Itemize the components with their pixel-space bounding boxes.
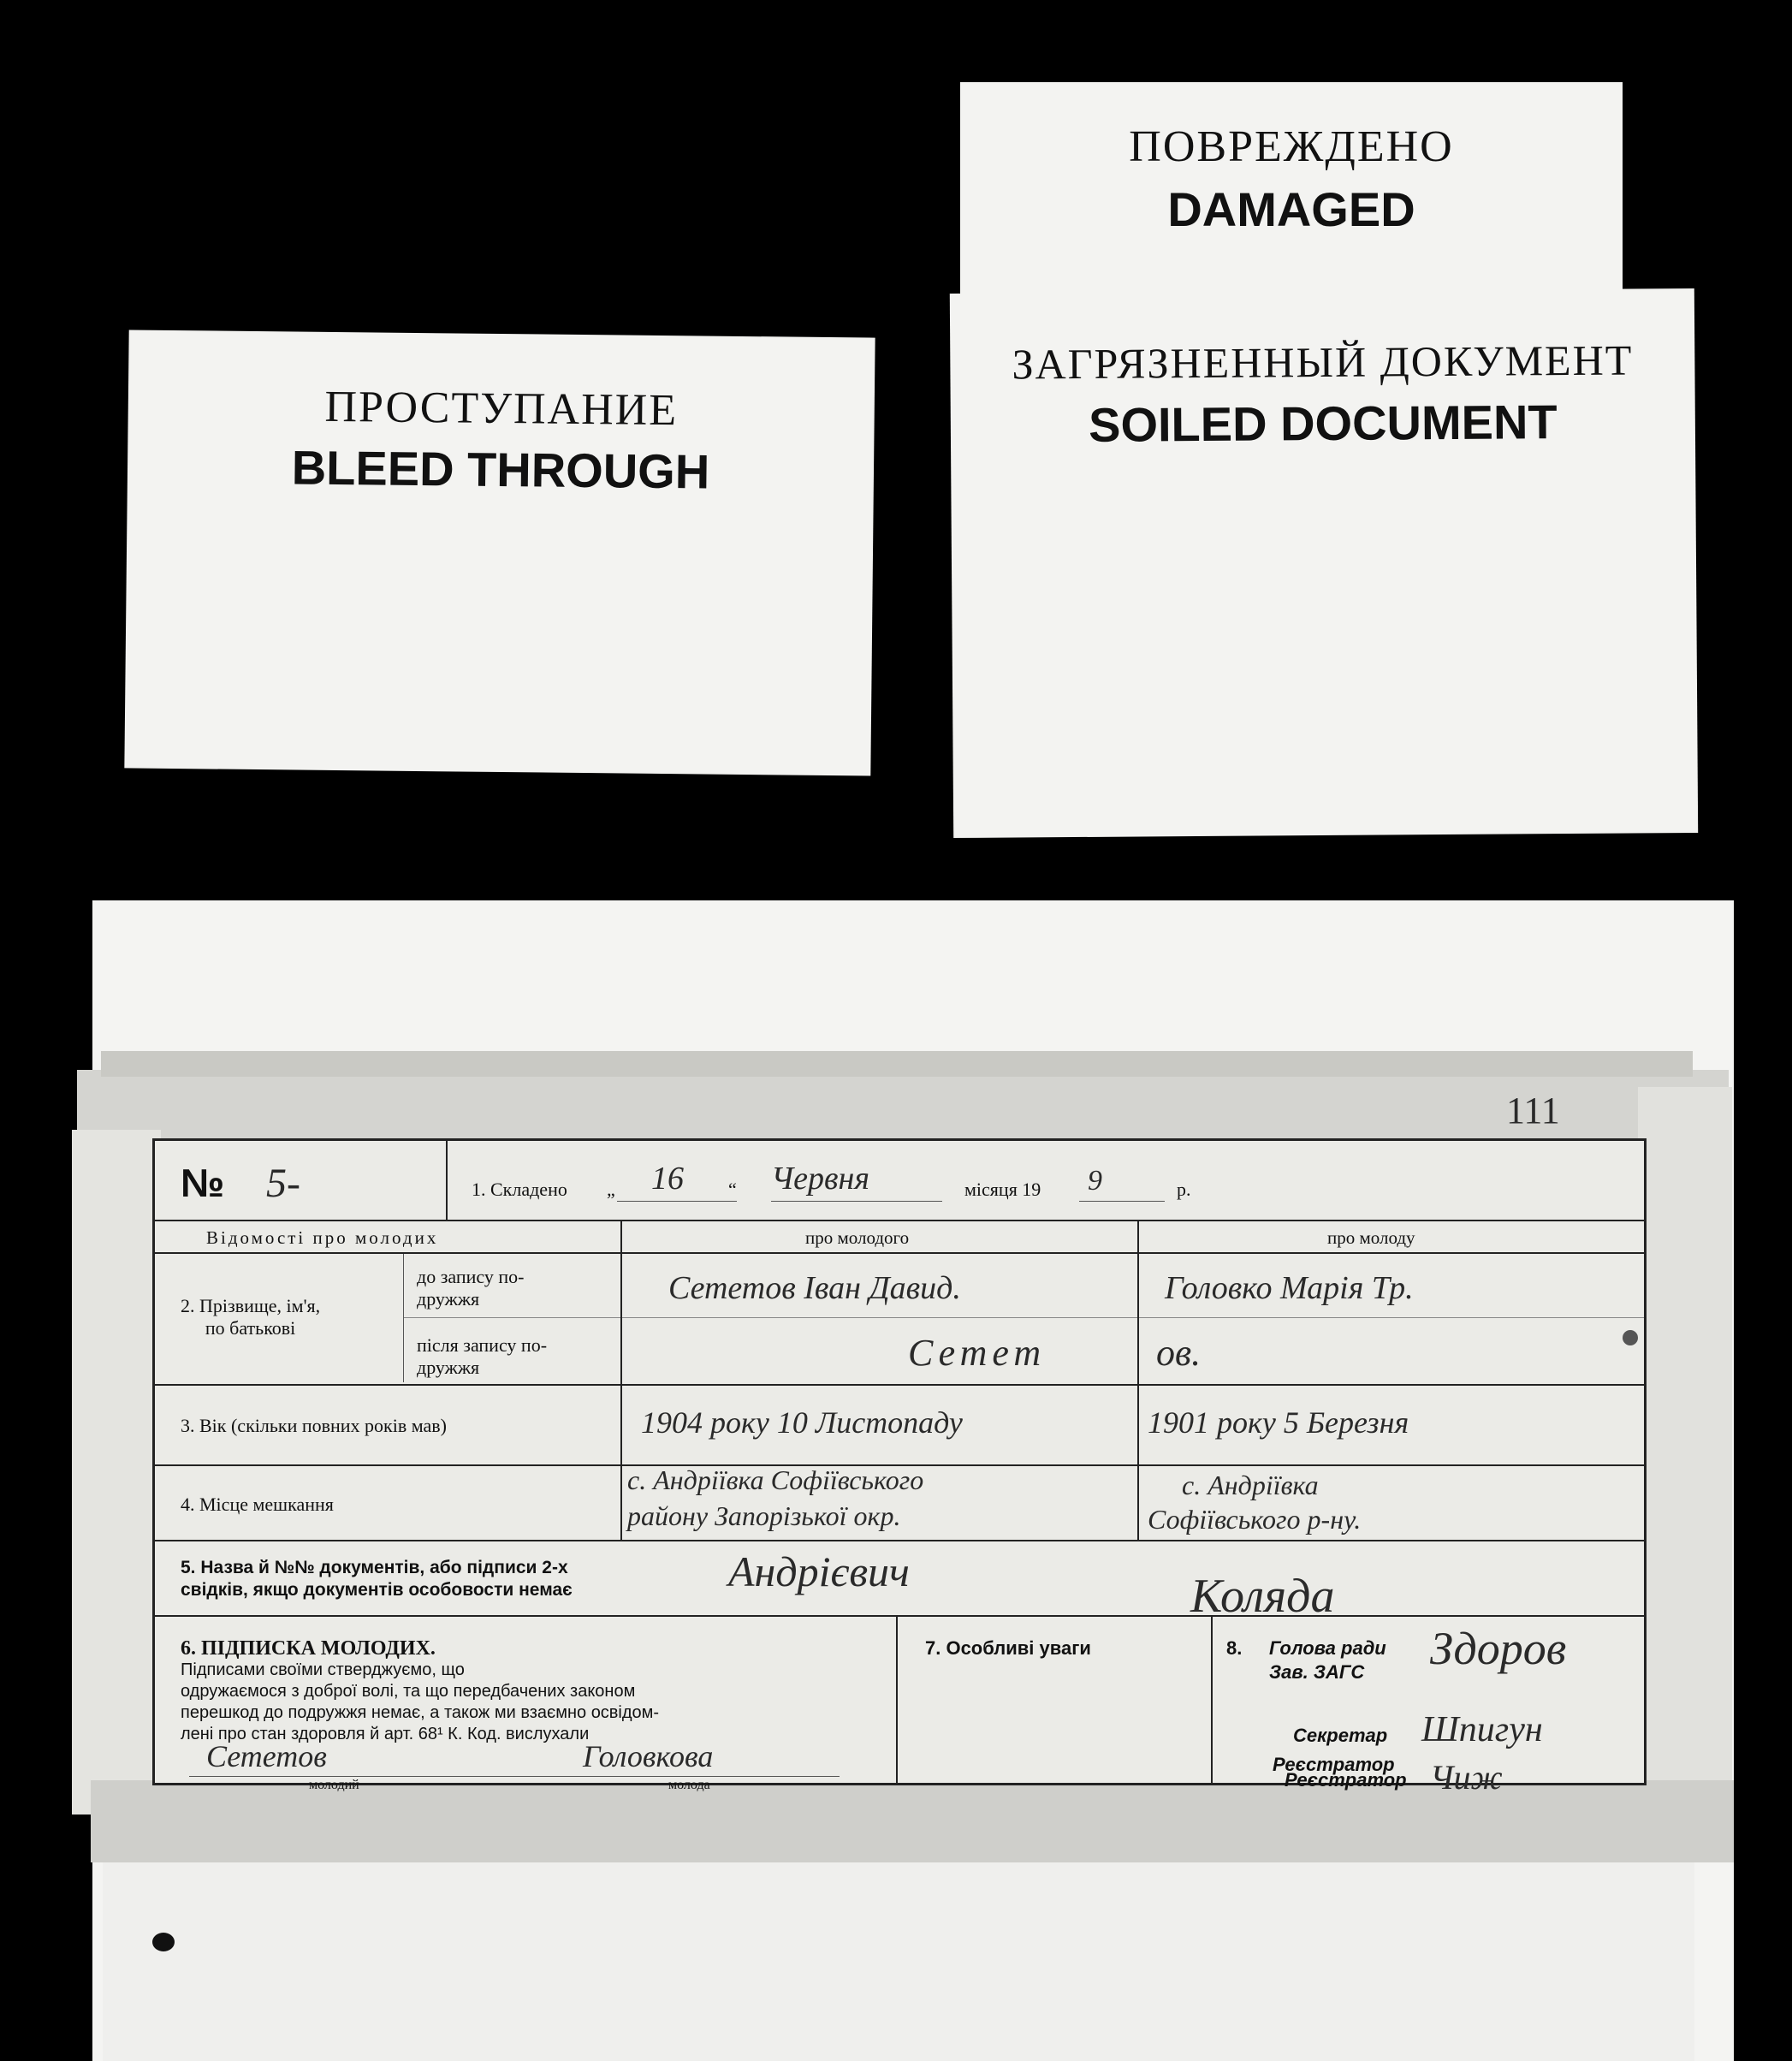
document-sheet-lower bbox=[103, 1832, 1694, 2061]
head-signature: Здоров bbox=[1430, 1623, 1567, 1674]
secretary-signature: Шпигун bbox=[1421, 1710, 1543, 1749]
row5-label: 5. Назва й №№ документів, або підписи 2-х свідків, якщо документів особовости немає bbox=[181, 1558, 573, 1600]
row3-label: 3. Вік (скільки повних років мав) bbox=[181, 1415, 447, 1436]
row6-label: 6. ПІДПИСКА МОЛОДИХ. bbox=[181, 1637, 436, 1660]
sig-groom-caption: молодий bbox=[309, 1778, 359, 1792]
soiled-ru: ЗАГРЯЗНЕННЫЙ ДОКУМЕНТ bbox=[1012, 336, 1634, 389]
marriage-certificate-form bbox=[152, 1138, 1647, 1797]
punch-hole-right bbox=[1623, 1330, 1638, 1345]
bleed-through-ru: ПРОСТУПАНИЕ bbox=[324, 382, 679, 436]
row8-label: 8. bbox=[1226, 1637, 1243, 1659]
fold-strip-top-2 bbox=[101, 1051, 1693, 1077]
composed-day: 16 bbox=[651, 1161, 684, 1197]
bride-name: Головко Марія Тр. bbox=[1165, 1270, 1414, 1306]
punch-hole-left bbox=[152, 1933, 175, 1951]
header-info: Відомості про молодих bbox=[206, 1227, 439, 1248]
header-bride: про молоду bbox=[1327, 1227, 1415, 1248]
bleed-through-en: BLEED THROUGH bbox=[291, 440, 710, 499]
composed-label: 1. Складено bbox=[472, 1179, 567, 1200]
composed-quote-open: „ bbox=[607, 1179, 615, 1200]
number-label: № bbox=[181, 1161, 225, 1205]
registrar-signature: Чиж bbox=[1430, 1758, 1503, 1797]
bleed-through-notice bbox=[124, 330, 875, 775]
groom-name: Сететов Іван Давид. bbox=[668, 1270, 961, 1306]
groom-signature: Сететов bbox=[206, 1739, 327, 1773]
witness2-signature: Коляда bbox=[1190, 1570, 1335, 1623]
composed-quote-close: “ bbox=[728, 1179, 737, 1200]
row7-label: 7. Особливі уваги bbox=[925, 1637, 1091, 1659]
after-name-part2: ов. bbox=[1156, 1332, 1202, 1374]
fold-strip-left bbox=[72, 1130, 161, 1815]
header-groom: про молодого bbox=[805, 1227, 910, 1248]
secretary-label: Секретар bbox=[1293, 1725, 1388, 1746]
composed-year: 9 bbox=[1088, 1165, 1102, 1197]
head-label: Голова ради bbox=[1269, 1637, 1386, 1659]
fold-strip-top bbox=[77, 1070, 1729, 1140]
damaged-en: DAMAGED bbox=[1167, 182, 1415, 236]
bride-place-line2: Софіївського р-ну. bbox=[1148, 1504, 1362, 1535]
number-value: 5- bbox=[266, 1161, 300, 1206]
composed-year-suffix: р. bbox=[1177, 1179, 1191, 1200]
row2-label: 2. Прізвище, ім'я, по батькові bbox=[181, 1295, 321, 1339]
registrar-label: Реєстратор bbox=[1273, 1754, 1395, 1775]
groom-place-line2: району Запорізької окр. bbox=[627, 1500, 901, 1531]
bride-age: 1901 року 5 Березня bbox=[1148, 1405, 1409, 1440]
registrar-label-2: Реєстратор bbox=[1285, 1769, 1407, 1791]
zags-label: Зав. ЗАГС bbox=[1269, 1661, 1365, 1683]
sig-bride-caption: молода bbox=[668, 1778, 710, 1792]
row4-label: 4. Місце мешкання bbox=[181, 1494, 334, 1515]
damaged-ru: ПОВРЕЖДЕНО bbox=[1129, 122, 1454, 171]
soiled-en: SOILED DOCUMENT bbox=[1088, 395, 1558, 452]
groom-place-line1: с. Андріївка Софіївського bbox=[627, 1464, 924, 1495]
row2-after-label: після запису по- дружжя bbox=[417, 1334, 548, 1378]
bride-place-line1: с. Андріївка bbox=[1182, 1470, 1319, 1500]
bride-signature: Головкова bbox=[583, 1739, 714, 1773]
fold-strip-right bbox=[1638, 1087, 1732, 1815]
row6-text: Підписами своїми стверджуємо, що одружаємося з доброї волі, та що передбачених законом перешкод до подружжя немає, а також ми взаємно освідом- лені про стан здоровля й арт. 68¹ К. Код. вислухали bbox=[181, 1660, 660, 1743]
composed-month-label: місяця 19 bbox=[964, 1179, 1041, 1200]
after-name-part1: Сетет bbox=[908, 1332, 1047, 1374]
composed-month: Червня bbox=[771, 1161, 870, 1197]
margin-number: 111 bbox=[1506, 1090, 1560, 1131]
row2-before-label: до запису по- дружжя bbox=[417, 1266, 525, 1310]
groom-age: 1904 року 10 Листопаду bbox=[641, 1405, 963, 1440]
soiled-document-notice bbox=[950, 288, 1698, 838]
witness1-signature: Андрієвич bbox=[728, 1547, 910, 1595]
